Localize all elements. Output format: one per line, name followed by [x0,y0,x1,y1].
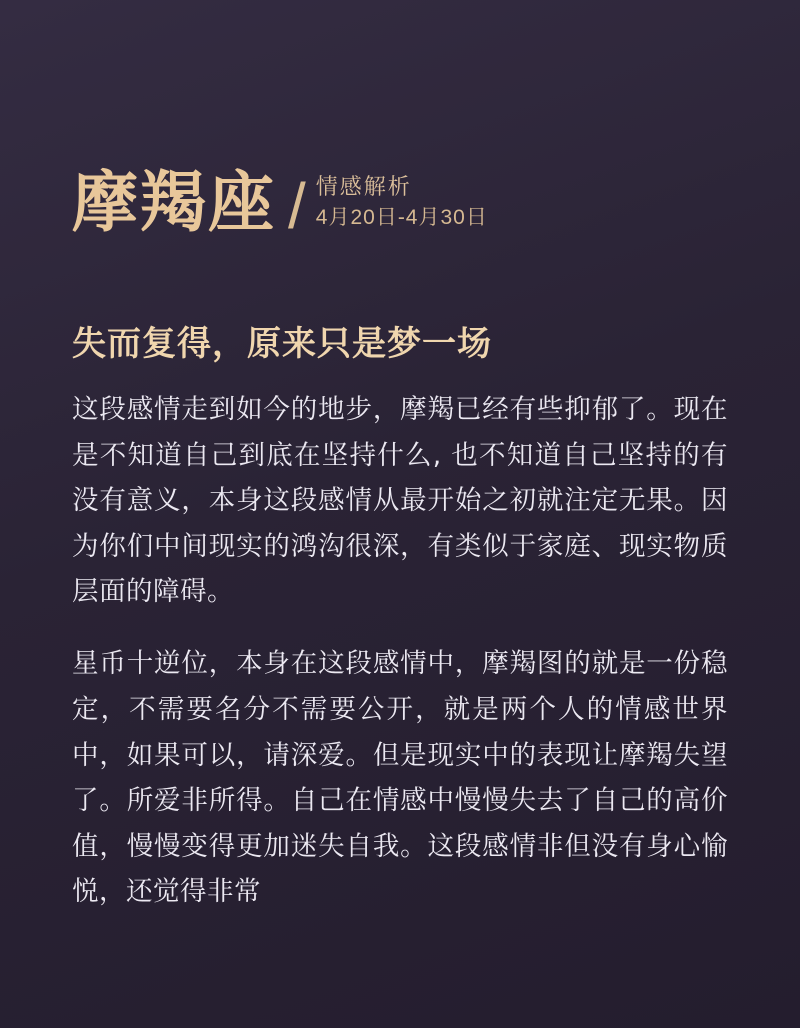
title-divider: / [288,170,306,242]
header-meta [316,172,488,236]
article-paragraph: 这段感情走到如今的地步，摩羯已经有些抑郁了。现在是不知道自己到底在坚持什么, 也不知道自己坚持的有没有意义，本身这段感情从最开始之初就注定无果。因为你们中间现实的鸿沟很深，有类似于家庭、现实物质层面的障碍。 [72,394,728,608]
article-title: 失而复得，原来只是梦一场 [72,324,492,364]
zodiac-sign-title: 摩羯座 [72,164,276,241]
header-subtitle: 情感解析 [315,173,412,199]
header-date-range: 4月20日-4月30日 [315,205,488,229]
article-paragraph: 星币十逆位，本身在这段感情中，摩羯图的就是一份稳定，不需要名分不需要公开，就是两个人的情感世界中，如果可以，请深爱。但是现实中的表现让摩羯失望了。所爱非所得。自己在情感中慢慢失去了自己的高价值，慢慢变得更加迷失自我。这段感情非但没有身心愉悦，还觉得非常 [72,648,728,908]
article-header [72,0,728,246]
